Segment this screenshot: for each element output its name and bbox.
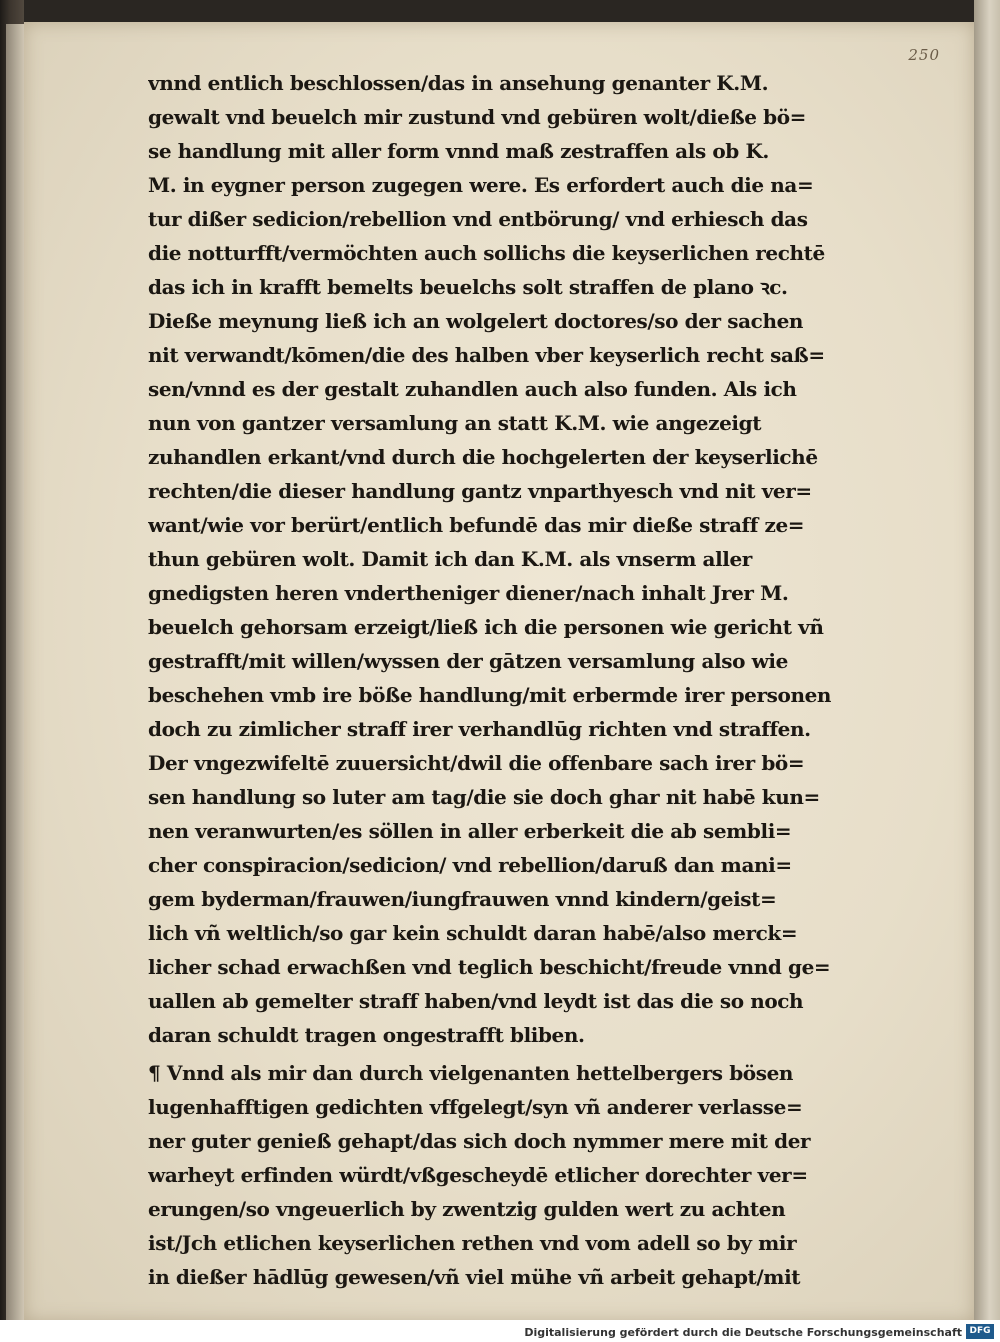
page-fore-edge [974, 0, 1000, 1342]
text-line: tur dißer sedicion/rebellion vnd entbörung/ vnd erhiesch das [148, 207, 808, 231]
folio-mark: 250 [908, 46, 940, 64]
text-line: Der vngezwifeltē zuuersicht/dwil die offenbare sach irer bö= [148, 751, 805, 775]
digitization-footer [0, 1320, 1000, 1342]
text-line: gem byderman/frauwen/iungfrauwen vnnd kindern/geist= [148, 887, 777, 911]
text-line: vnnd entlich beschlossen/das in ansehung genanter K.M. [148, 71, 769, 95]
text-line: gestrafft/mit willen/wyssen der gātzen versamlung also wie [148, 649, 788, 673]
text-line: erungen/so vngeuerlich by zwentzig gulden wert zu achten [148, 1197, 786, 1221]
funding-credit: Digitalisierung gefördert durch die Deutsche Forschungsgemeinschaft [524, 1326, 962, 1339]
text-line: in dießer hādlūg gewesen/vñ viel mühe vñ arbeit gehapt/mit [148, 1265, 801, 1289]
text-line: lich vñ weltlich/so gar kein schuldt daran habē/also merck= [148, 921, 798, 945]
text-line: sen/vnnd es der gestalt zuhandlen auch also funden. Als ich [148, 377, 797, 401]
text-line: thun gebüren wolt. Damit ich dan K.M. als vnserm aller [148, 547, 752, 571]
paragraph-start-line: ¶ Vnnd als mir dan durch vielgenanten hettelbergers bösen [148, 1061, 794, 1085]
text-line: die notturfft/vermöchten auch sollichs die keyserlichen rechtē [148, 241, 825, 265]
text-line: cher conspiracion/sedicion/ vnd rebellion/daruß dan mani= [148, 853, 792, 877]
text-line: warheyt erfinden würdt/vßgescheydē etlicher dorechter ver= [148, 1163, 808, 1187]
text-line: nun von gantzer versamlung an statt K.M. wie angezeigt [148, 411, 762, 435]
text-line: ist/Jch etlichen keyserlichen rethen vnd vom adell so by mir [148, 1231, 797, 1255]
text-line: gewalt vnd beuelch mir zustund vnd gebüren wolt/dieße bö= [148, 105, 807, 129]
text-line: beschehen vmb ire böße handlung/mit erbermde irer personen [148, 683, 832, 707]
text-line: doch zu zimlicher straff irer verhandlūg richten vnd straffen. [148, 717, 811, 741]
text-line: ner guter genieß gehapt/das sich doch nymmer mere mit der [148, 1129, 811, 1153]
text-line: gnedigsten heren vndertheniger diener/nach inhalt Jrer M. [148, 581, 789, 605]
text-line: Dieße meynung ließ ich an wolgelert doctores/so der sachen [148, 309, 804, 333]
dfg-logo-icon: DFG [966, 1324, 994, 1339]
previous-page-edge [6, 24, 24, 1320]
text-line: nen veranwurten/es söllen in aller erberkeit die ab sembli= [148, 819, 792, 843]
text-line: se handlung mit aller form vnnd maß zestraffen als ob K. [148, 139, 769, 163]
text-line: nit verwandt/kōmen/die des halben vber keyserlich recht saß= [148, 343, 825, 367]
page-text [148, 66, 878, 1294]
text-line: sen handlung so luter am tag/die sie doch ghar nit habē kun= [148, 785, 820, 809]
text-line: uallen ab gemelter straff haben/vnd leydt ist das die so noch [148, 989, 804, 1013]
text-line: M. in eygner person zugegen were. Es erfordert auch die na= [148, 173, 814, 197]
text-line: lugenhafftigen gedichten vffgelegt/syn vñ anderer verlasse= [148, 1095, 803, 1119]
text-line: licher schad erwachßen vnd teglich beschicht/freude vnnd ge= [148, 955, 831, 979]
text-line: daran schuldt tragen ongestrafft bliben. [148, 1023, 585, 1047]
text-line: beuelch gehorsam erzeigt/ließ ich die personen wie gericht vñ [148, 615, 824, 639]
text-line: das ich in krafft bemelts beuelchs solt straffen de plano ꝛc. [148, 275, 788, 299]
text-line: want/wie vor berürt/entlich befundē das mir dieße straff ze= [148, 513, 805, 537]
text-line: rechten/die dieser handlung gantz vnparthyesch vnd nit ver= [148, 479, 812, 503]
text-line: zuhandlen erkant/vnd durch die hochgelerten der keyserlichē [148, 445, 818, 469]
